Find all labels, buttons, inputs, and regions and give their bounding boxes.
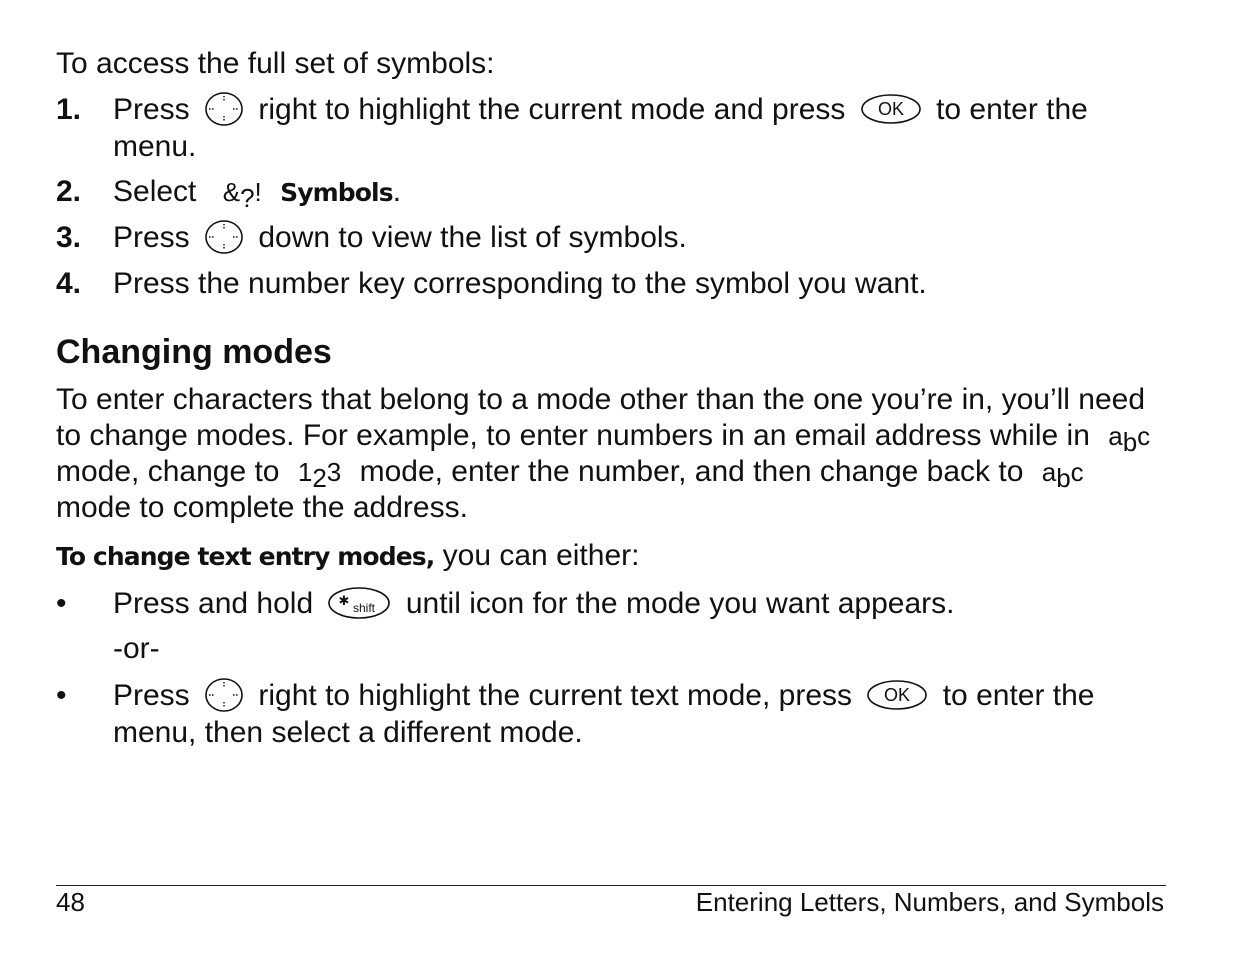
step-number: 2. <box>56 175 82 209</box>
abc-mode-icon: abc <box>1108 421 1151 458</box>
or-separator: -or- <box>113 632 160 666</box>
navigation-key-icon <box>204 219 244 255</box>
navigation-key-icon <box>204 677 244 713</box>
step-4: 4. Press the number key corresponding to the symbol you want. <box>56 267 927 301</box>
manual-page <box>56 46 1166 760</box>
step-number: 4. <box>56 267 82 301</box>
step-number: 3. <box>56 221 82 255</box>
svg-text:shift: shift <box>353 601 376 616</box>
bullet-item: • Press and hold ✱ shift until icon for the mode you want appears. <box>56 587 955 621</box>
navigation-key-icon <box>204 91 244 127</box>
bullet-dot: • <box>56 679 67 713</box>
svg-text:✱: ✱ <box>339 594 350 610</box>
ok-key-icon <box>866 679 928 711</box>
page-number: 48 <box>56 887 85 917</box>
section-title: Changing modes <box>56 333 332 372</box>
bullet-item: • Press right to highlight the current text mode, press OK to enter the menu, then select a different mode. <box>56 679 1095 750</box>
step-1: 1. Press right to highlight the current mode and press OK to enter the menu. <box>56 93 1088 164</box>
abc-mode-icon: abc <box>1041 457 1084 494</box>
ok-key-icon <box>860 93 922 125</box>
bullet-dot: • <box>56 587 67 621</box>
step-3: 3. Press down to view the list of symbols. <box>56 221 687 255</box>
page-footer <box>56 885 1166 917</box>
step-number: 1. <box>56 93 82 126</box>
chapter-title: Entering Letters, Numbers, and Symbols <box>695 887 1164 917</box>
shift-key-icon <box>327 586 391 620</box>
instruction-lead: To change text entry modes, you can either: <box>56 539 640 573</box>
symbols-menu-label: Symbols <box>280 178 393 208</box>
changing-modes-paragraph: To enter characters that belong to a mode other than the one you’re in, you’ll need to change modes. For example, to enter numbers in an email address while in abc mode, change to 123 mode, enter the number, and then change back to abc mode to complete the address. <box>56 383 1151 525</box>
symbols-mode-icon: &?! <box>222 177 262 214</box>
step-2: 2. Select &?! Symbols. <box>56 175 402 214</box>
number-mode-icon: 123 <box>297 457 342 494</box>
svg-text:OK: OK <box>884 685 911 706</box>
svg-text:OK: OK <box>877 99 904 120</box>
intro-text: To access the full set of symbols: <box>56 47 495 80</box>
